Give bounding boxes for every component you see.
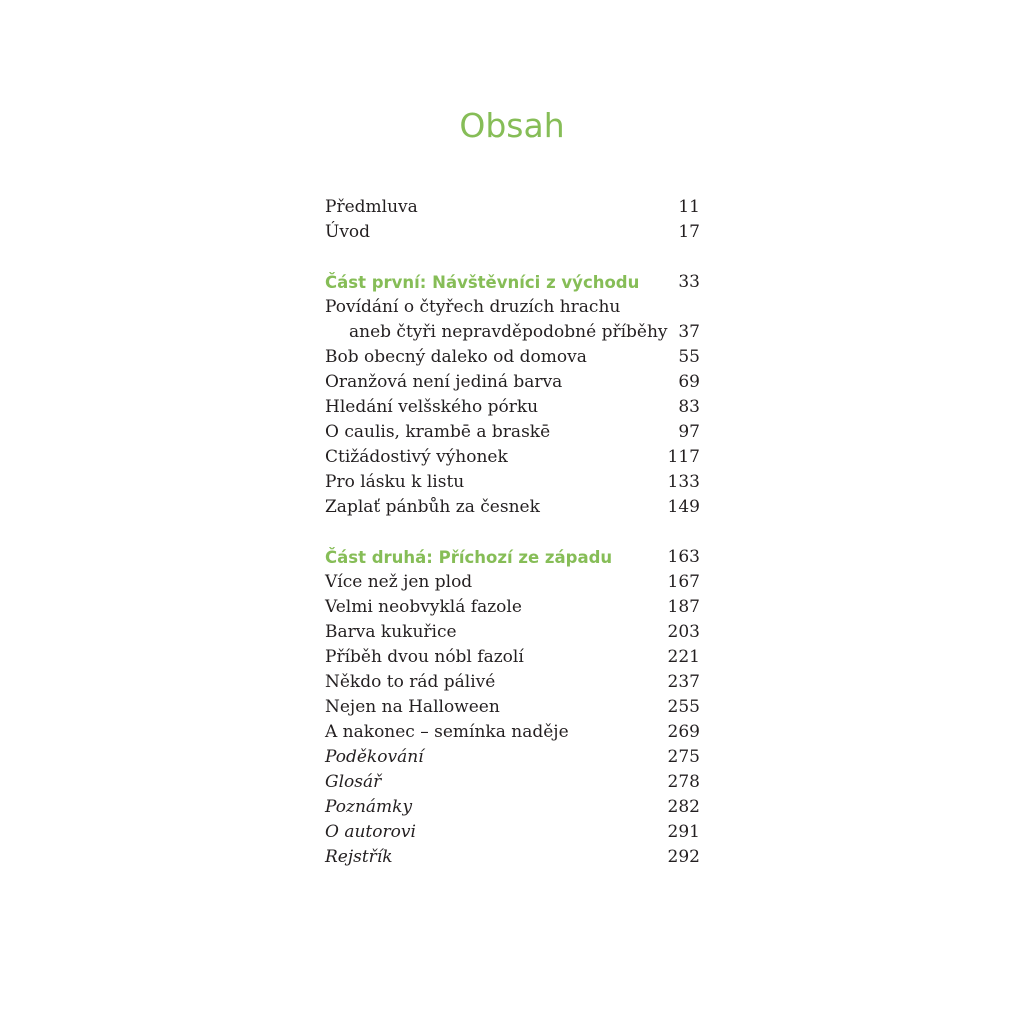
toc-entry-label: Poděkování [325,747,424,767]
toc-entry-back-matter [325,745,700,770]
toc-entry-label: Někdo to rád pálivé [325,672,496,692]
toc-entry [325,320,700,345]
toc-entry-page: 292 [667,847,700,867]
toc-entry-page: 269 [667,722,700,742]
toc-entry-label: Povídání o čtyřech druzích hrachu [325,297,621,317]
toc-entry [325,345,700,370]
toc-entry [325,420,700,445]
toc-entry [325,695,700,720]
toc-entry-label: O autorovi [325,822,416,842]
toc-entry-label: Předmluva [325,197,418,217]
toc-entry [325,395,700,420]
toc-entry-page: 37 [678,322,700,342]
toc-entry-page: 17 [678,222,700,242]
toc-entry-page: 187 [667,597,700,617]
toc-entry-page: 133 [667,472,700,492]
toc-entry [325,470,700,495]
toc-entry-predmluva [325,195,700,220]
toc-entry-page: 11 [678,197,700,217]
part-two-heading [325,545,700,570]
toc-entry-label: Nejen na Halloween [325,697,500,717]
section-spacer [325,520,700,545]
toc-entry-label: Více než jen plod [325,572,473,592]
toc-entry-page: 149 [667,497,700,517]
toc-entry-page: 69 [678,372,700,392]
toc-entry-label: A nakonec – semínka naděje [325,722,569,742]
toc-entry [325,445,700,470]
part-heading-page: 33 [678,272,700,292]
toc-entry-label: Velmi neobvyklá fazole [325,597,522,617]
toc-entry [325,620,700,645]
toc-entry [325,295,700,320]
toc-entry-page: 237 [667,672,700,692]
toc-entry-page: 117 [667,447,700,467]
toc-entry-page: 55 [678,347,700,367]
toc-entry-page: 255 [667,697,700,717]
toc-entry-back-matter [325,795,700,820]
toc-entry-label: Oranžová není jediná barva [325,372,563,392]
toc-entry-label: O caulis, krambē a braskē [325,422,551,442]
toc-entry-label: Rejstřík [325,847,393,867]
toc-entry-page: 97 [678,422,700,442]
toc-entry-label: Zaplať pánbůh za česnek [325,497,540,517]
toc-entry-page: 203 [667,622,700,642]
toc-entry-label: Ctižádostivý výhonek [325,447,508,467]
toc-entry-label: Bob obecný daleko od domova [325,347,587,367]
part-heading-page: 163 [667,547,700,567]
toc-entry-back-matter [325,820,700,845]
section-spacer [325,245,700,270]
toc-entry [325,645,700,670]
toc-entry-back-matter [325,770,700,795]
toc-entry-label-continued: aneb čtyři nepravděpodobné příběhy [349,322,668,342]
toc-entry-page: 221 [667,647,700,667]
part-one-heading [325,270,700,295]
page-title: Obsah [459,106,565,145]
toc-entry-label: Pro lásku k listu [325,472,465,492]
part-heading-label: Část první: Návštěvníci z východu [325,273,640,292]
toc-entry-label: Poznámky [325,797,413,817]
toc-entry-page: 278 [667,772,700,792]
toc-entry [325,720,700,745]
part-heading-label: Část druhá: Příchozí ze západu [325,548,613,567]
toc-entry [325,495,700,520]
toc-entry-page: 291 [667,822,700,842]
table-of-contents [325,195,700,870]
toc-entry-page: 275 [667,747,700,767]
toc-entry [325,670,700,695]
toc-entry-label: Glosář [325,772,382,792]
toc-entry-label: Příběh dvou nóbl fazolí [325,647,524,667]
toc-entry [325,595,700,620]
toc-entry-page: 282 [667,797,700,817]
toc-entry-label: Barva kukuřice [325,622,457,642]
toc-entry [325,570,700,595]
toc-entry-label: Úvod [325,222,371,242]
toc-entry-page: 167 [667,572,700,592]
toc-entry [325,370,700,395]
toc-entry-label: Hledání velšského pórku [325,397,539,417]
toc-entry-uvod [325,220,700,245]
toc-entry-back-matter [325,845,700,870]
toc-entry-page: 83 [678,397,700,417]
